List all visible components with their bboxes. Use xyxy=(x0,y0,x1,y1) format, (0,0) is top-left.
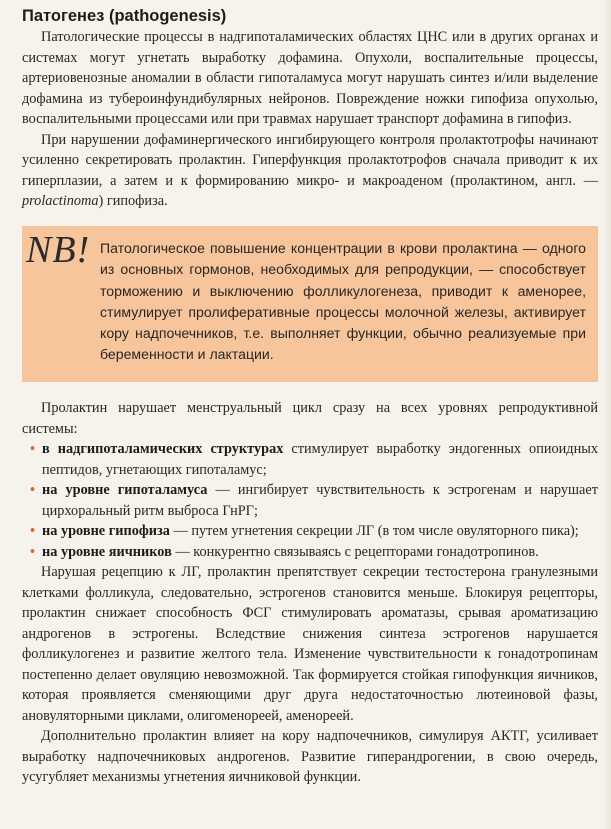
list-item-text: — ингибирует чувствительность к эстрогенам и нарушает цирхоральный ритм выброса ГнРГ; xyxy=(42,482,598,519)
paragraph-intro: Пролактин нарушает менструальный цикл сразу на всех уровнях репродуктивной системы: xyxy=(22,400,598,437)
page-content xyxy=(22,0,598,785)
list-item xyxy=(22,521,598,542)
nb-mark: NB! xyxy=(26,229,91,271)
levels-section xyxy=(22,398,598,788)
list-item-bold: на уровне гипофиза xyxy=(42,523,170,539)
list-item-text: стимулирует выработку эндогенных опиоидных пептидов, угнетающих гипоталамус; xyxy=(42,441,598,478)
term-prolactinoma: prolactinoma xyxy=(22,193,99,209)
page-edge-shadow xyxy=(603,0,611,829)
bullet-icon: • xyxy=(30,482,36,498)
paragraph-receptors: Нарушая рецепцию к ЛГ, пролактин препятствует секреции тестостерона гранулезными клетками фолликула, следовательно, эстрогенов становится меньше. Блокируя рецепторы, пролактин снижает способность ФСГ стимулировать ароматазы, срывая ароматизацию андрогенов в эстрогены. Вследствие снижения синтеза эстрогенов нарушается фолликулогенез и развитие желтого тела. Изменение чувствительности к гонадотропинам постепенно делает овуляцию невозможной. Так формируется стойкая гипофункция яичников, которая проявляется сменяющими друг друга недостаточностью лютеиновой фазы, ановуляторными циклами, олигоменореей, аменореей. xyxy=(22,564,598,724)
list-item-text: — конкурентно связываясь с рецепторами гонадотропинов. xyxy=(171,543,539,560)
levels-list xyxy=(22,439,598,562)
nb-text: Патологическое повышение концентрации в крови пролактина — одного из основных гормонов, необходимых для репродукции, — способствует торможению и выключению фолликулогенеза, приводит к аменорее, стимулирует пролиферативные процессы молочной железы, активирует кору надпочечников, т.е. выполняет функции, обычно реализуемые при беременности и лактации. xyxy=(100,240,586,363)
paragraph-prolactotrophs-text: При нарушении дофаминергического ингибирующего контроля пролактотрофы начинают усиленно секретировать пролактин. Гиперфункция пролактотрофов сначала приводит к их гиперплазии, а затем и к формированию микро- и макроаденом (пролактином, англ. — xyxy=(22,131,598,189)
list-item-bold: на уровне гипоталамуса xyxy=(42,482,208,498)
bullet-icon: • xyxy=(30,543,36,560)
bullet-icon: • xyxy=(30,523,36,539)
list-item-bold: в надгипоталамических структурах xyxy=(42,441,284,457)
paragraph-pathology: Патологические процессы в надгипоталамических областях ЦНС или в других органах и системах могут угнетать выработку дофамина. Опухоли, воспалительные процессы, артериовенозные аномалии в области гипоталамуса могут нарушать синтез и/или выделение дофамина из тубероинфундибулярных нейронов. Повреждение ножки гипофиза опухолью, воспалительными процессами или при травмах нарушает транспорт дофамина в гипофиз. xyxy=(22,29,598,127)
paragraph-prolactotrophs xyxy=(22,130,598,212)
bullet-icon: • xyxy=(30,441,36,457)
list-item-bold: на уровне яичников xyxy=(42,543,172,560)
nb-callout xyxy=(22,226,598,382)
paragraph-prolactotrophs-end: ) гипофиза. xyxy=(98,193,168,209)
list-item xyxy=(22,439,598,480)
paragraph-adrenal: Дополнительно пролактин влияет на кору надпочечников, симулируя АКТГ, усиливает выработку надпочечниковых андрогенов. Развитие гиперандрогении, в свою очередь, усугубляет механизмы угнетения яичниковой функции. xyxy=(22,728,598,785)
list-item xyxy=(22,480,598,521)
section-heading: Патогенез (pathogenesis) xyxy=(22,7,227,25)
list-item-text: — путем угнетения секреции ЛГ (в том числе овуляторного пика); xyxy=(169,523,579,539)
list-item xyxy=(22,542,598,563)
